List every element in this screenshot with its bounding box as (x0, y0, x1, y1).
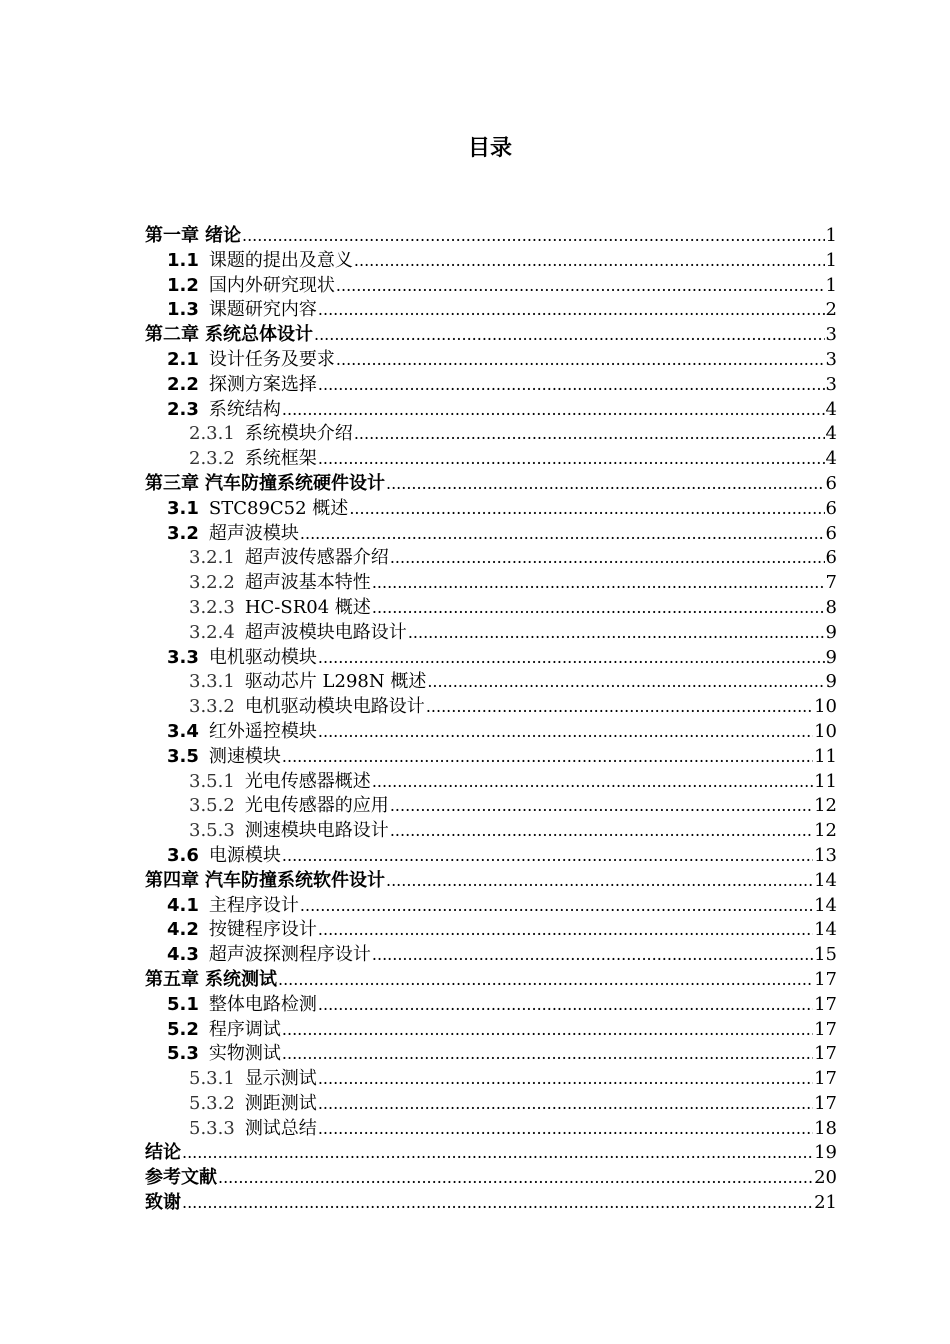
toc-dot-leader (282, 1042, 813, 1067)
toc-dot-leader (318, 1092, 813, 1117)
toc-dot-leader (386, 869, 813, 894)
toc-entry[interactable] (145, 522, 837, 547)
toc-dot-leader (282, 844, 813, 869)
toc-entry-page: 15 (814, 944, 837, 966)
toc-dot-leader (426, 695, 813, 720)
toc-list (145, 224, 837, 1216)
toc-dot-leader (300, 894, 813, 919)
toc-dot-leader (390, 794, 813, 819)
toc-entry-page: 6 (825, 547, 837, 569)
toc-entry-page: 6 (825, 522, 837, 544)
toc-entry[interactable] (145, 224, 837, 249)
toc-entry-page: 3 (825, 324, 837, 346)
toc-entry-number: 3.3.1 (189, 671, 235, 693)
toc-entry[interactable] (145, 869, 837, 894)
toc-entry-number: 3.3 (167, 646, 199, 668)
toc-entry[interactable] (145, 894, 837, 919)
toc-entry-title: 主程序设计 (208, 894, 299, 916)
toc-dot-leader (386, 472, 825, 497)
toc-dot-leader (318, 993, 813, 1018)
toc-entry-page: 11 (814, 770, 837, 792)
toc-entry-page: 1 (825, 274, 837, 296)
toc-entry-title: 整体电路检测 (208, 993, 317, 1015)
toc-dot-leader (318, 720, 813, 745)
toc-entry-page: 17 (814, 968, 837, 990)
toc-entry-title: 结论 (145, 1142, 181, 1164)
toc-entry-page: 3 (825, 348, 837, 370)
toc-entry-page: 14 (814, 894, 837, 916)
toc-entry-number: 1.3 (167, 299, 199, 321)
toc-entry-page: 9 (825, 671, 837, 693)
toc-entry-number: 2.3 (167, 398, 199, 420)
toc-entry-number: 3.2.4 (189, 621, 235, 643)
toc-entry-number: 第五章 (145, 968, 199, 990)
toc-entry-title: 超声波探测程序设计 (208, 944, 371, 966)
toc-entry-number: 3.2.1 (189, 547, 235, 569)
toc-entry-title: 系统测试 (205, 968, 277, 990)
toc-dot-leader (336, 348, 825, 373)
toc-dot-leader (390, 546, 825, 571)
toc-dot-leader (408, 621, 825, 646)
toc-entry[interactable] (145, 1191, 837, 1216)
toc-entry-number: 第一章 (145, 225, 199, 246)
toc-dot-leader (318, 646, 825, 671)
toc-entry-title: STC89C52 概述 (208, 497, 349, 519)
toc-entry-title: 电机驱动模块电路设计 (244, 696, 425, 718)
toc-entry-page: 11 (814, 745, 837, 767)
toc-entry-number: 3.2.3 (189, 596, 235, 618)
toc-entry-title: 程序调试 (208, 1018, 281, 1040)
toc-entry[interactable] (145, 447, 837, 472)
toc-entry[interactable] (145, 1018, 837, 1043)
toc-entry-title: 参考文献 (145, 1167, 217, 1189)
toc-entry[interactable] (145, 596, 837, 621)
toc-entry[interactable] (145, 497, 837, 522)
toc-entry[interactable] (145, 546, 837, 571)
toc-dot-leader (427, 670, 824, 695)
toc-entry-number: 第四章 (145, 869, 199, 891)
toc-entry-number: 3.5.3 (189, 820, 235, 842)
toc-dot-leader (390, 819, 813, 844)
toc-entry-title: 汽车防撞系统硬件设计 (205, 472, 385, 494)
toc-entry-number: 2.3.2 (189, 448, 235, 470)
toc-entry[interactable] (145, 1166, 837, 1191)
toc-entry-title: 超声波传感器介绍 (244, 547, 389, 569)
toc-entry-title: 课题的提出及意义 (208, 249, 353, 271)
toc-dot-leader (318, 1067, 813, 1092)
toc-entry-title: 测试总结 (244, 1117, 317, 1139)
toc-entry-title: 光电传感器概述 (244, 770, 371, 792)
toc-entry-page: 7 (825, 572, 837, 594)
toc-dot-leader (354, 422, 825, 447)
toc-entry-page: 18 (814, 1117, 837, 1139)
toc-dot-leader (318, 447, 825, 472)
toc-dot-leader (318, 1117, 813, 1142)
toc-entry[interactable] (145, 472, 837, 497)
toc-entry[interactable] (145, 943, 837, 968)
toc-entry-title: 绪论 (205, 225, 241, 246)
toc-title: 目录 (467, 136, 512, 161)
toc-entry[interactable] (145, 348, 837, 373)
toc-dot-leader (354, 249, 825, 274)
toc-entry-page: 6 (825, 497, 837, 519)
toc-dot-leader (242, 224, 825, 249)
toc-entry-page: 19 (814, 1142, 837, 1164)
toc-entry-page: 4 (825, 398, 837, 420)
toc-dot-leader (282, 1018, 813, 1043)
toc-entry[interactable] (145, 422, 837, 447)
toc-entry-number: 第二章 (145, 324, 199, 346)
toc-entry[interactable] (145, 1042, 837, 1067)
toc-entry-number: 3.3.2 (189, 696, 235, 718)
toc-entry[interactable] (145, 1117, 837, 1142)
toc-entry-title: 探测方案选择 (208, 373, 317, 395)
toc-entry-number: 4.2 (167, 919, 199, 941)
toc-entry-title: 实物测试 (208, 1043, 281, 1065)
toc-entry-title: 致谢 (145, 1192, 181, 1214)
toc-entry-page: 9 (825, 621, 837, 643)
toc-dot-leader (314, 323, 825, 348)
toc-entry-title: 测速模块 (208, 745, 281, 767)
toc-entry[interactable] (145, 323, 837, 348)
toc-entry-title: 显示测试 (244, 1068, 317, 1090)
toc-entry[interactable] (145, 249, 837, 274)
toc-entry-page: 8 (825, 596, 837, 618)
toc-entry-page: 17 (814, 1068, 837, 1090)
toc-entry[interactable] (145, 918, 837, 943)
toc-entry-page: 20 (814, 1167, 837, 1189)
toc-entry-number: 3.2 (167, 522, 199, 544)
toc-entry[interactable] (145, 298, 837, 323)
toc-dot-leader (282, 745, 813, 770)
toc-entry-page: 17 (814, 1092, 837, 1114)
toc-dot-leader (182, 1191, 813, 1216)
toc-entry-number: 4.3 (167, 944, 199, 966)
toc-entry-title: 电源模块 (208, 844, 281, 866)
toc-dot-leader (372, 943, 813, 968)
toc-entry-title: 电机驱动模块 (208, 646, 317, 668)
toc-entry-page: 2 (825, 299, 837, 321)
toc-entry-page: 6 (825, 472, 837, 494)
toc-entry-number: 2.2 (167, 373, 199, 395)
toc-entry-title: 光电传感器的应用 (244, 795, 389, 817)
toc-entry-title: 超声波模块电路设计 (244, 621, 407, 643)
toc-entry[interactable] (145, 274, 837, 299)
toc-entry-title: 驱动芯片 L298N 概述 (244, 671, 427, 693)
toc-entry-number: 4.1 (167, 894, 199, 916)
toc-entry-page: 3 (825, 373, 837, 395)
toc-entry[interactable] (145, 373, 837, 398)
toc-entry-number: 3.2.2 (189, 572, 235, 594)
toc-dot-leader (372, 596, 825, 621)
toc-entry-number: 2.1 (167, 348, 199, 370)
toc-entry-number: 1.2 (167, 274, 199, 296)
toc-dot-leader (336, 274, 825, 299)
toc-entry-number: 3.6 (167, 844, 199, 866)
toc-entry-title: 系统结构 (208, 398, 281, 420)
toc-dot-leader (182, 1141, 813, 1166)
toc-entry-number: 5.2 (167, 1018, 199, 1040)
toc-entry-number: 5.3.3 (189, 1117, 235, 1139)
toc-entry-page: 12 (814, 820, 837, 842)
toc-entry[interactable] (145, 695, 837, 720)
toc-entry[interactable] (145, 819, 837, 844)
toc-entry[interactable] (145, 968, 837, 993)
toc-entry[interactable] (145, 1092, 837, 1117)
toc-entry[interactable] (145, 571, 837, 596)
toc-entry-title: 超声波模块 (208, 522, 299, 544)
toc-entry-page: 13 (814, 844, 837, 866)
toc-dot-leader (372, 770, 813, 795)
toc-dot-leader (318, 918, 813, 943)
toc-entry-number: 5.3 (167, 1043, 199, 1065)
toc-dot-leader (218, 1166, 813, 1191)
toc-dot-leader (278, 968, 813, 993)
toc-entry-page: 21 (814, 1192, 837, 1214)
toc-entry-title: 汽车防撞系统软件设计 (205, 869, 385, 891)
toc-entry[interactable] (145, 1067, 837, 1092)
toc-entry-title: 测距测试 (244, 1092, 317, 1114)
toc-entry[interactable] (145, 794, 837, 819)
toc-entry-number: 第三章 (145, 472, 199, 494)
toc-entry-number: 5.1 (167, 993, 199, 1015)
toc-entry-page: 12 (814, 795, 837, 817)
toc-entry-number: 5.3.2 (189, 1092, 235, 1114)
toc-entry-title: 系统模块介绍 (244, 423, 353, 445)
toc-entry-number: 3.4 (167, 720, 199, 742)
toc-entry-page: 4 (825, 448, 837, 470)
toc-entry-title: HC-SR04 概述 (244, 596, 371, 618)
toc-entry-number: 3.5.1 (189, 770, 235, 792)
toc-entry-title: 按键程序设计 (208, 919, 317, 941)
toc-entry-page: 1 (825, 225, 837, 246)
toc-entry-title: 红外遥控模块 (208, 720, 317, 742)
toc-entry-number: 3.5.2 (189, 795, 235, 817)
toc-entry-title: 设计任务及要求 (208, 348, 335, 370)
toc-dot-leader (372, 571, 825, 596)
toc-entry-page: 1 (825, 249, 837, 271)
toc-dot-leader (318, 298, 825, 323)
toc-entry-title: 国内外研究现状 (208, 274, 335, 296)
toc-entry[interactable] (145, 770, 837, 795)
toc-entry[interactable] (145, 398, 837, 423)
toc-entry-page: 10 (814, 720, 837, 742)
toc-entry[interactable] (145, 670, 837, 695)
toc-entry-page: 14 (814, 869, 837, 891)
toc-entry-page: 17 (814, 993, 837, 1015)
toc-entry-page: 17 (814, 1043, 837, 1065)
toc-entry-page: 14 (814, 919, 837, 941)
toc-entry-number: 1.1 (167, 249, 199, 271)
toc-entry-number: 3.5 (167, 745, 199, 767)
toc-entry[interactable] (145, 745, 837, 770)
toc-entry-title: 超声波基本特性 (244, 572, 371, 594)
toc-entry[interactable] (145, 646, 837, 671)
toc-entry[interactable] (145, 993, 837, 1018)
toc-entry-page: 10 (814, 696, 837, 718)
toc-entry[interactable] (145, 844, 837, 869)
toc-entry-number: 5.3.1 (189, 1068, 235, 1090)
toc-dot-leader (318, 373, 825, 398)
toc-entry-title: 系统框架 (244, 448, 317, 470)
toc-entry-title: 课题研究内容 (208, 299, 317, 321)
toc-dot-leader (349, 497, 824, 522)
toc-entry-page: 17 (814, 1018, 837, 1040)
toc-entry-title: 系统总体设计 (205, 324, 313, 346)
toc-entry-title: 测速模块电路设计 (244, 820, 389, 842)
toc-entry-page: 4 (825, 423, 837, 445)
toc-entry-page: 9 (825, 646, 837, 668)
toc-entry[interactable] (145, 1141, 837, 1166)
toc-entry[interactable] (145, 621, 837, 646)
toc-entry-number: 2.3.1 (189, 423, 235, 445)
toc-dot-leader (282, 398, 825, 423)
toc-entry[interactable] (145, 720, 837, 745)
toc-entry-number: 3.1 (167, 497, 199, 519)
toc-dot-leader (300, 522, 825, 547)
